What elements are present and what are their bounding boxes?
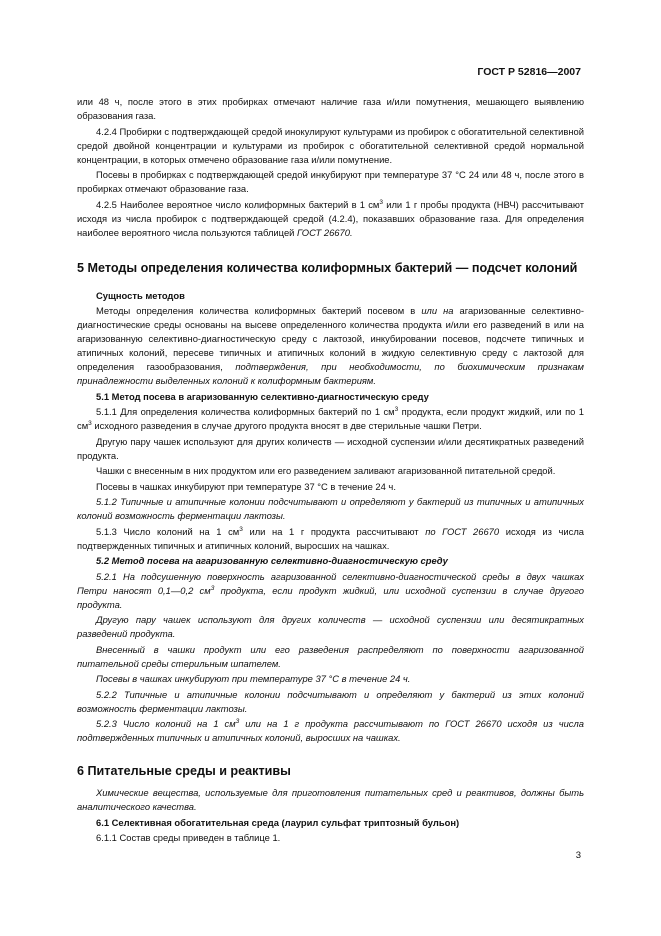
document-header: ГОСТ Р 52816—2007 [477,66,581,78]
paragraph: Методы определения количества колиформных бактерий посевом в или на агаризованные селективно-диагностические среды основаны на высеве определенного количества продукта и/или его разведений в или на агаризованную селективно-диагностическую среду с лактозой, инкубировании посевов, подсчете типичных и атипичных колоний, пересеве типичных и атипичных колоний в жидкую селективную среду с лактозой для определения газообразования, подтверждения, при необходимости, по биохимическим признакам принадлежности выделенных колоний к колиформным бактериям. [77,305,584,386]
paragraph: Посевы в пробирках с подтверждающей средой инкубируют при температуре 37 °С 24 или 48 ч, после этого в пробирках отмечают образование газа. [77,169,584,194]
subsection-heading-6-1: 6.1 Селективная обогатительная среда (лаурил сульфат триптозный бульон) [96,816,460,828]
subsection-title: Сущность методов [96,289,185,301]
section-heading-6: 6 Питательные среды и реактивы [77,764,291,778]
subsection-heading-5-1: 5.1 Метод посева в агаризованную селективно-диагностическую среду [96,390,429,402]
paragraph: 5.1.2 Типичные и атипичные колонии подсчитывают и определяют у бактерий из типичных и атипичных колоний возможность ферментации лактозы. [77,496,584,521]
paragraph: Другую пару чашек используют для других количеств — исходной суспензии и/или десятикратных разведений продукта. [77,435,584,461]
paragraph: Внесенный в чашки продукт или его разведения распределяют по поверхности агаризованной питательной среды стерильным шпателем. [77,643,584,669]
paragraph: 5.2.3 Число колоний на 1 $см^3$ или на 1 г продукта рассчитывают по ГОСТ 26670 исходя из числа подтвержденных типичных и атипичных колоний, выросших на чашках. [77,717,584,743]
document-body [77,95,584,847]
subsection-heading-5-2: 5.2 Метод посева на агаризованную селективно-диагностическую среду [96,555,448,566]
paragraph: Химические вещества, используемые для приготовления питательных сред и реактивов, должны быть аналитического качества. [77,787,584,812]
page-number: 3 [575,850,581,861]
paragraph: 4.2.5 Наиболее вероятное число колиформных бактерий в 1 $см^3$ или 1 г пробы продукта (НВЧ) рассчитывают исходя из числа пробирок с подтверждающей средой (4.2.4), показавших образование газа. Для определения наиболее вероятного числа пользуются таблицей ГОСТ 26670. [77,198,585,238]
paragraph: Другую пару чашек используют для других количеств — исходной суспензии или десятикратных разведений продукта. [77,614,584,639]
paragraph: 5.2.2 Типичные и атипичные колонии подсчитывают и определяют у бактерий из этих колоний возможность ферментации лактозы. [77,688,584,714]
paragraph: 5.1.1 Для определения количества колиформных бактерий по 1 $см^3$ продукта, если продукт жидкий, или по 1 $см^3$ исходного разведения в случае другого продукта вносят в две стерильные чашки Петри. [77,405,584,431]
paragraph: 6.1.1 Состав среды приведен в таблице 1. [96,832,281,843]
paragraph: 5.2.1 На подсушенную поверхность агаризованной селективно-диагностической среды в двух чашках Петри наносят 0,1—0,2 $см^3$ продукта, если продукт жидкий, или исходной суспензии в случае другого продукта. [77,570,585,610]
paragraph: Чашки с внесенным в них продуктом или его разведением заливают агаризованной питательной средой. [96,465,556,476]
paragraph: 5.1.3 Число колоний на 1 $см^3$ или на 1 г продукта рассчитывают по ГОСТ 26670 исходя из числа подтвержденных типичных и атипичных колоний, выросших на чашках. [77,525,585,551]
paragraph: Посевы в чашках инкубируют при температуре 37 °С в течение 24 ч. [96,480,396,492]
section-heading-5: 5 Методы определения количества колиформных бактерий — подсчет колоний [77,260,578,275]
paragraph: или 48 ч, после этого в этих пробирках отмечают наличие газа и/или помутнения, мешающего выявлению образования газа. [77,96,584,121]
paragraph: 4.2.4 Пробирки с подтверждающей средой инокулируют культурами из пробирок с обогатительной селективной средой двойной концентрации и культурами из пробирок с обогатительной селективной средой нормальной концентрации, в которых отмечено образование газа и/или помутнение. [77,125,584,165]
paragraph: Посевы в чашках инкубируют при температуре 37 °С в течение 24 ч. [96,673,411,684]
